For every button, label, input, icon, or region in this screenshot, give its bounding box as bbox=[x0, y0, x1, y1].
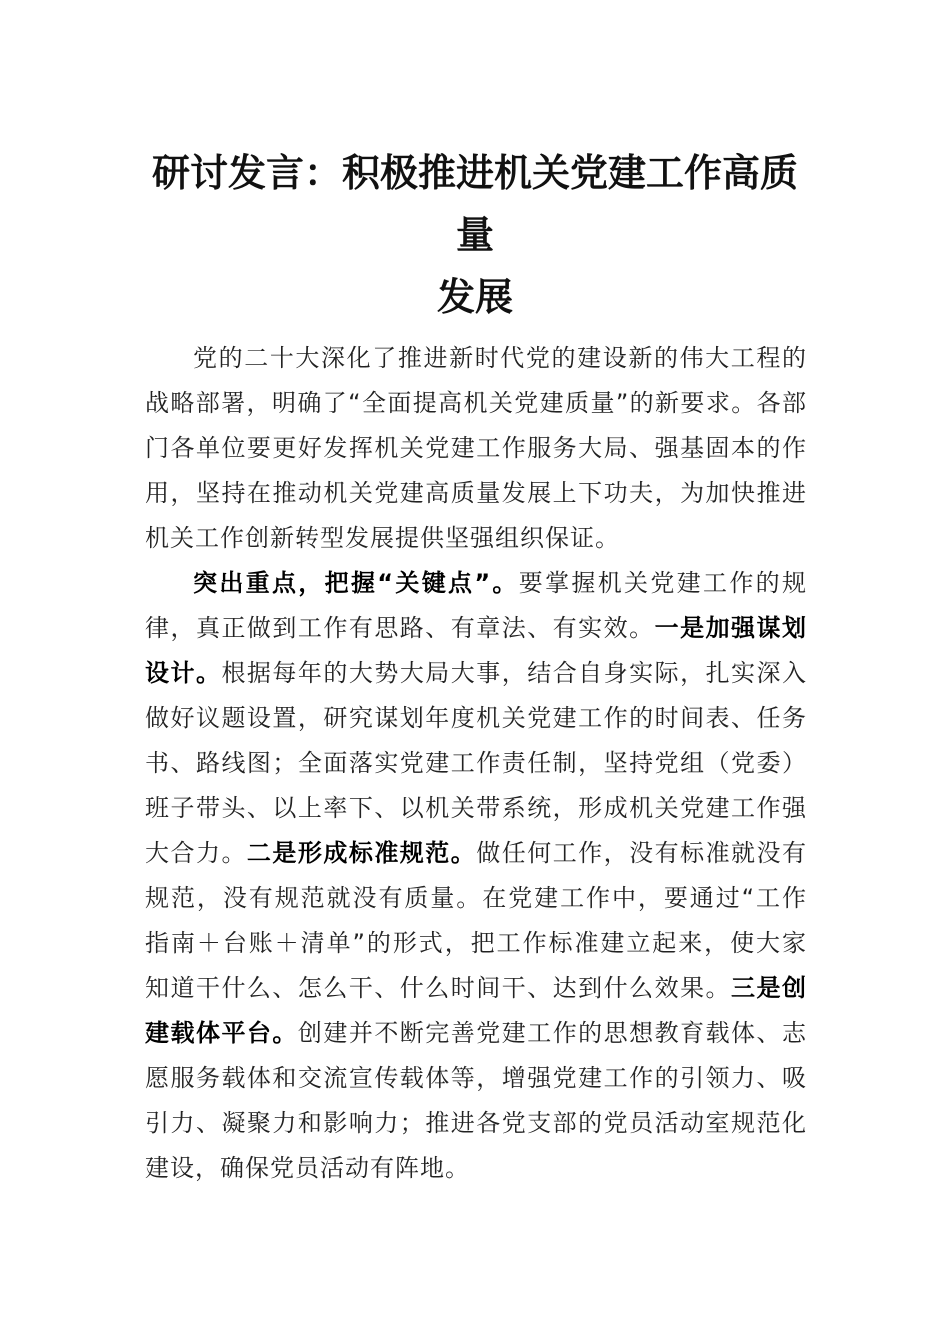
title-line-1: 研讨发言：积极推进机关党建工作高质量 bbox=[151, 150, 798, 257]
point-1-label: 一是加强谋划设计。 bbox=[145, 614, 808, 687]
point-3-text: 创建并不断完善党建工作的思想教育载体、志愿服务载体和交流宣传载体等，增强党建工作的引领力、吸引力、凝聚力和影响力；推进各党支部的党员活动室规范化建设，确保党员活动有阵地。 bbox=[145, 1019, 808, 1182]
key-points-paragraph bbox=[145, 561, 807, 1191]
point-3-label: 三是创建载体平台。 bbox=[145, 974, 808, 1047]
title-line-2: 发展 bbox=[436, 274, 513, 319]
document-title bbox=[145, 142, 805, 328]
intro-paragraph: 党的二十大深化了推进新时代党的建设新的伟大工程的战略部署，明确了“全面提高机关党建质量”的新要求。各部门各单位要更好发挥机关党建工作服务大局、强基固本的作用，坚持在推动机关党建高质量发展上下功夫，为加快推进机关工作创新转型发展提供坚强组织保证。 bbox=[145, 344, 807, 552]
section-lead: 要掌握机关党建工作的规律，真正做到工作有思路、有章法、有实效。 bbox=[145, 569, 808, 642]
point-2-text: 做任何工作，没有标准就没有规范，没有规范就没有质量。在党建工作中，要通过“工作指南＋台账＋清单”的形式，把工作标准建立起来，使大家知道干什么、怎么干、什么时间干、达到什么效果。 bbox=[145, 839, 808, 1002]
point-1-text: 根据每年的大势大局大事，结合自身实际，扎实深入做好议题设置，研究谋划年度机关党建工作的时间表、任务书、路线图；全面落实党建工作责任制，坚持党组（党委）班子带头、以上率下、以机关带系统，形成机关党建工作强大合力。 bbox=[145, 659, 808, 867]
document-body bbox=[145, 336, 807, 1191]
section-heading: 突出重点，把握“关键点”。 bbox=[193, 569, 519, 597]
point-2-label: 二是形成标准规范。 bbox=[246, 839, 477, 867]
